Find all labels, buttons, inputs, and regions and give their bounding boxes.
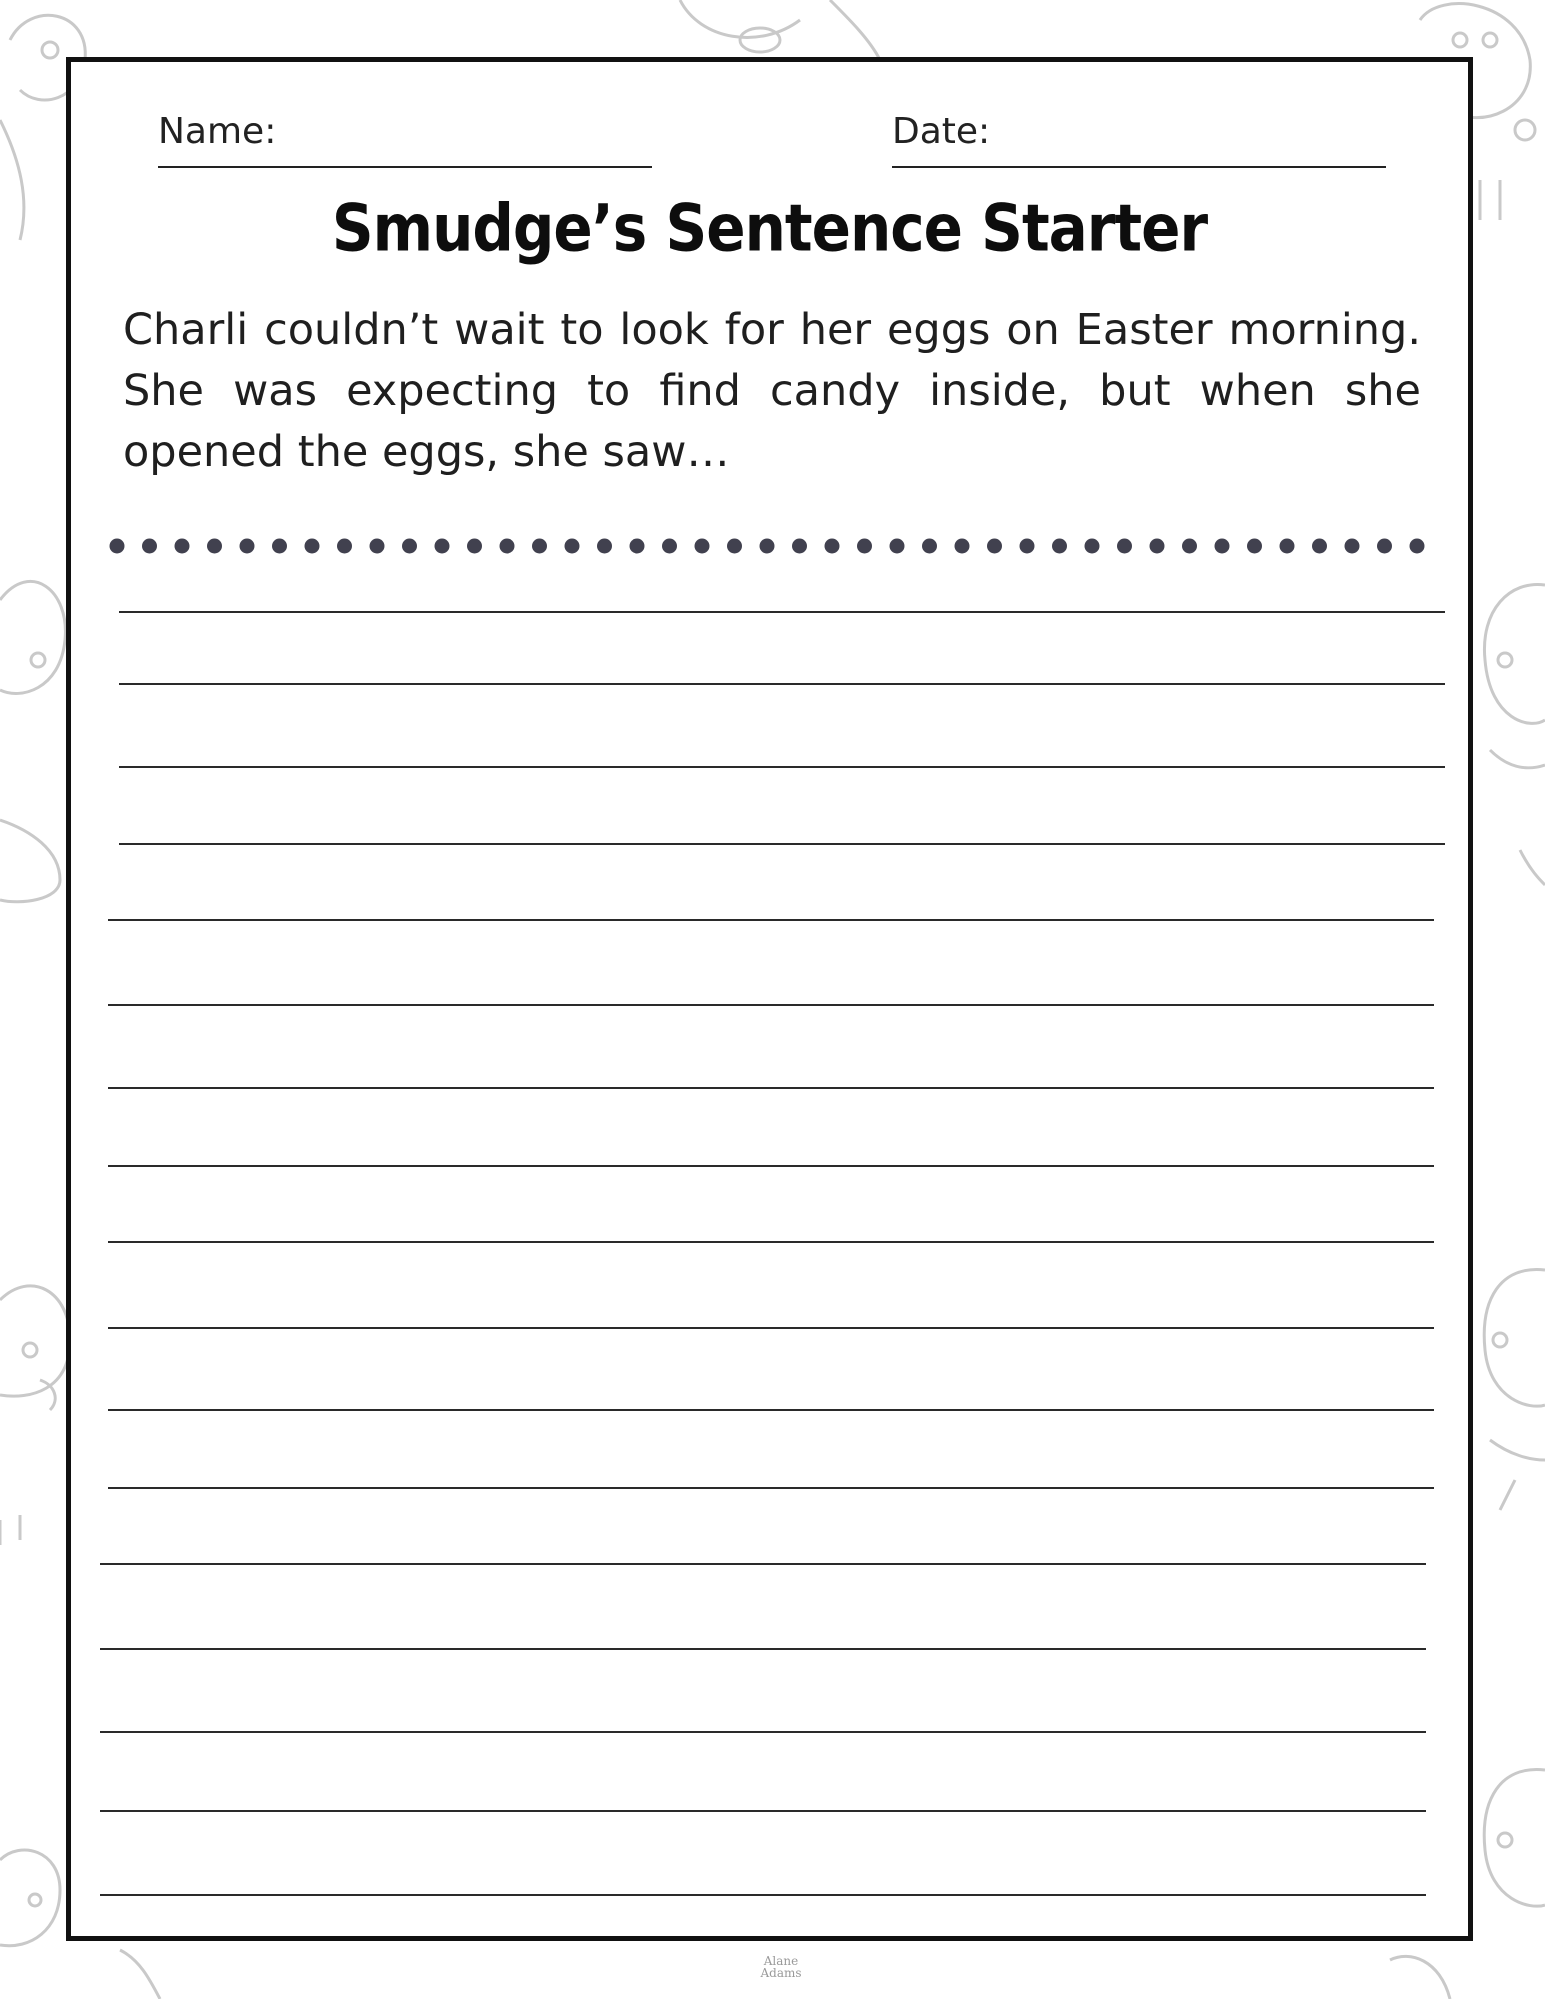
writing-line[interactable]: [108, 1327, 1434, 1329]
writing-line[interactable]: [100, 1648, 1426, 1650]
writing-line[interactable]: [108, 1241, 1434, 1243]
story-prompt: Charli couldn’t wait to look for her eggs on Easter morning. She was expecting to find candy inside, but when she opened the eggs, she saw…: [123, 305, 1421, 477]
writing-line[interactable]: [119, 611, 1445, 613]
writing-line[interactable]: [108, 919, 1434, 921]
writing-line[interactable]: [108, 1165, 1434, 1167]
name-label: Name:: [158, 111, 277, 152]
writing-line[interactable]: [108, 1087, 1434, 1089]
publisher-logo: [756, 1955, 806, 1979]
name-field[interactable]: [158, 106, 652, 168]
writing-line[interactable]: [100, 1563, 1426, 1565]
worksheet-title: Smudge’s Sentence Starter: [331, 190, 1208, 267]
date-field[interactable]: [892, 106, 1386, 168]
doodle-character-top-center: [680, 0, 880, 60]
writing-line[interactable]: [119, 683, 1445, 685]
writing-line[interactable]: [108, 1004, 1434, 1006]
date-label: Date:: [892, 111, 991, 152]
writing-line[interactable]: [108, 1409, 1434, 1411]
writing-line[interactable]: [119, 766, 1445, 768]
writing-line[interactable]: [100, 1810, 1426, 1812]
doodle-character-left-lower: [0, 1286, 70, 1545]
writing-line[interactable]: [100, 1731, 1426, 1733]
doodle-character-left-mid: [0, 581, 65, 901]
writing-line[interactable]: [100, 1894, 1426, 1896]
writing-line[interactable]: [119, 843, 1445, 845]
doodle-character-right-lower: [1484, 1270, 1545, 1510]
doodle-character-right-mid: [1484, 584, 1545, 885]
writing-line[interactable]: [108, 1487, 1434, 1489]
logo-text: Alane Adams: [760, 1954, 802, 1980]
